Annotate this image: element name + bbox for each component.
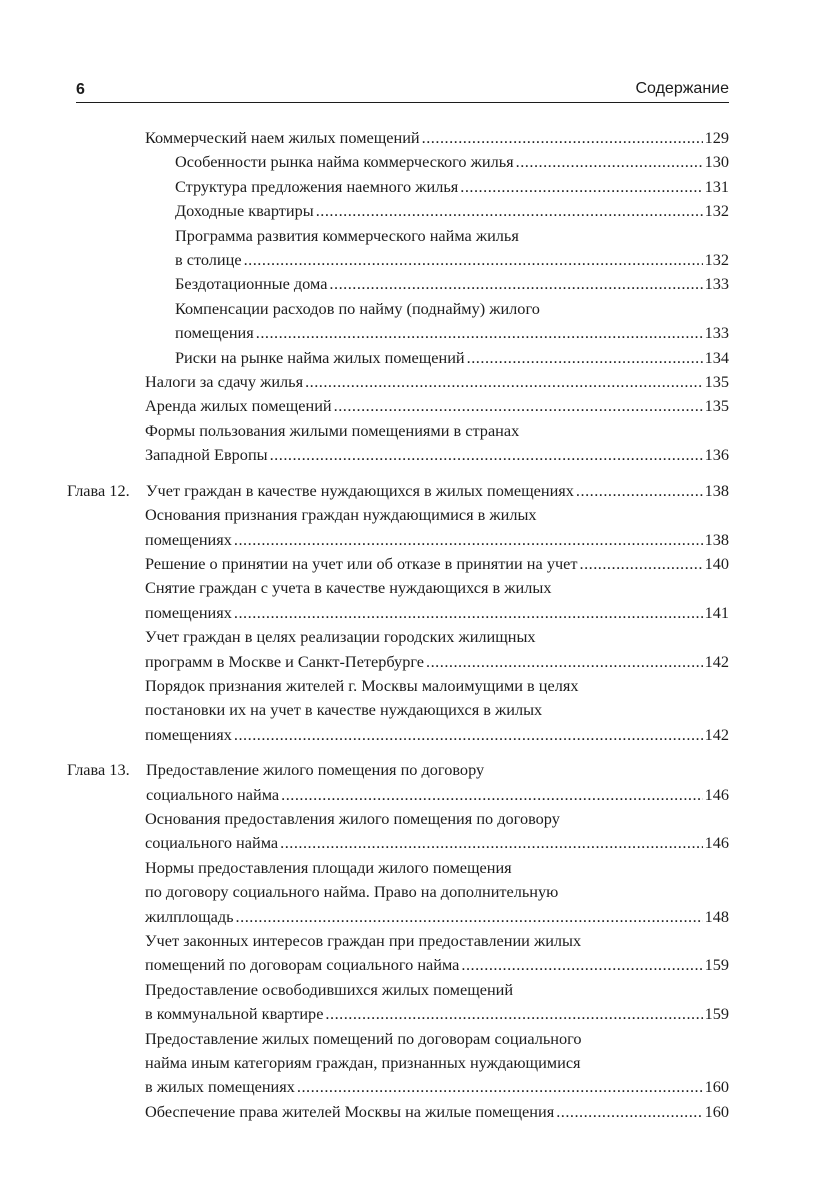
- running-header: [76, 80, 729, 103]
- toc-entry-last-line: [145, 905, 729, 929]
- toc-entry-last-line: [175, 199, 729, 223]
- toc-entry-body: [175, 346, 729, 370]
- dot-leader: [580, 552, 703, 576]
- toc-entry-title-line: Бездотационные дома: [175, 274, 328, 294]
- toc-entry-title-line: помещениях: [145, 602, 232, 622]
- toc-entry-title-line: Программа развития коммерческого найма жилья: [175, 225, 519, 245]
- toc-entry-last-line: [145, 552, 729, 576]
- toc-entry[interactable]: [145, 625, 729, 674]
- toc-entry[interactable]: [145, 929, 729, 978]
- toc-entry-title-line: Основания признания граждан нуждающимися в жилых: [145, 505, 537, 525]
- toc-entry-title-line: Западной Европы: [145, 445, 268, 465]
- toc-entry-last-line: [175, 175, 729, 199]
- toc-page-number: 140: [704, 553, 729, 573]
- toc-entry[interactable]: [175, 272, 729, 296]
- dot-leader: [234, 601, 703, 625]
- toc-entry-body: [175, 224, 729, 273]
- toc-entry[interactable]: [175, 150, 729, 174]
- toc-entry-last-line: [145, 370, 729, 394]
- toc-page-number: 134: [704, 347, 729, 367]
- chapter-label: Глава 13.: [67, 760, 130, 780]
- toc-entry-last-line: [145, 1100, 729, 1124]
- toc-entry-title-line: Доходные квартиры: [175, 201, 314, 221]
- dot-leader: [329, 272, 702, 296]
- toc-entry-body: [146, 758, 729, 807]
- toc-entry[interactable]: [175, 297, 729, 346]
- toc-entry-title-line: Обеспечение права жителей Москвы на жилые помещения: [145, 1101, 555, 1121]
- toc-page-number: 135: [704, 396, 729, 416]
- toc-page-number: 130: [704, 152, 729, 172]
- toc-entry-title-line: Решение о принятии на учет или об отказе в принятии на учет: [145, 553, 578, 573]
- dot-leader: [234, 723, 703, 747]
- toc-entry-title-line: Формы пользования жилыми помещениями в странах: [145, 420, 520, 440]
- dot-leader: [236, 905, 703, 929]
- table-of-contents: [67, 126, 729, 1124]
- toc-entry-body: [145, 1027, 729, 1100]
- toc-entry-title-line: по договору социального найма. Право на дополнительную: [145, 882, 559, 902]
- toc-entry-body: [145, 394, 729, 418]
- toc-entry[interactable]: [145, 126, 729, 150]
- toc-page-number: 133: [704, 323, 729, 343]
- toc-page-number: 159: [704, 1004, 729, 1024]
- toc-entry-title-line: помещениях: [145, 529, 232, 549]
- toc-entry-title-line: Коммерческий наем жилых помещений: [145, 128, 420, 147]
- toc-entry-title-line: помещениях: [145, 724, 232, 744]
- toc-entry-title-line: жилплощадь: [145, 906, 234, 926]
- chapter-label: Глава 12.: [67, 480, 130, 500]
- toc-entry-title-line: Учет граждан в качестве нуждающихся в жилых помещениях: [146, 480, 574, 500]
- toc-entry-body: [145, 503, 729, 552]
- dot-leader: [516, 150, 703, 174]
- toc-entry-title-line: найма иным категориям граждан, признанных нуждающимися: [145, 1053, 581, 1073]
- toc-entry-last-line: [145, 394, 729, 418]
- toc-entry-last-line: [175, 321, 729, 345]
- toc-page-number: 138: [704, 529, 729, 549]
- dot-leader: [556, 1100, 702, 1124]
- toc-entry[interactable]: [145, 552, 729, 576]
- toc-entry[interactable]: [145, 807, 729, 856]
- toc-chapter-entry[interactable]: [67, 758, 729, 807]
- dot-leader: [281, 783, 702, 807]
- toc-entry-title-line: Предоставление жилого помещения по договору: [146, 760, 485, 780]
- dot-leader: [576, 479, 703, 503]
- dot-leader: [305, 370, 703, 394]
- dot-leader: [270, 443, 703, 467]
- toc-entry-last-line: [145, 443, 729, 467]
- toc-entry-body: [146, 479, 729, 503]
- toc-entry-title-line: Учет законных интересов граждан при предоставлении жилых: [145, 931, 582, 950]
- toc-entry-last-line: [146, 783, 729, 807]
- toc-entry-body: [145, 576, 729, 625]
- toc-entry-body: [145, 807, 729, 856]
- dot-leader: [460, 175, 702, 199]
- toc-entry-title-line: Риски на рынке найма жилых помещений: [175, 347, 465, 367]
- toc-page-number: 142: [704, 724, 729, 744]
- toc-entry-last-line: [175, 346, 729, 370]
- toc-entry-title-line: Структура предложения наемного жилья: [175, 176, 459, 196]
- toc-entry-last-line: [145, 953, 729, 977]
- toc-entry-title-line: Предоставление жилых помещений по договорам социального: [145, 1028, 582, 1048]
- toc-entry[interactable]: [145, 503, 729, 552]
- toc-entry[interactable]: [175, 175, 729, 199]
- toc-entry-body: [175, 150, 729, 174]
- dot-leader: [334, 394, 703, 418]
- toc-entry-last-line: [145, 831, 729, 855]
- toc-page-number: 136: [704, 445, 729, 465]
- section-title: Содержание: [635, 80, 729, 97]
- toc-entry-last-line: [175, 150, 729, 174]
- toc-entry-last-line: [145, 650, 729, 674]
- toc-entry-body: [145, 856, 729, 929]
- toc-page-number: 148: [704, 906, 729, 926]
- toc-entry-last-line: [145, 1002, 729, 1026]
- toc-page-number: 160: [704, 1077, 729, 1097]
- dot-leader: [280, 831, 702, 855]
- toc-entry-title-line: в жилых помещениях: [145, 1077, 295, 1097]
- toc-entry-body: [175, 272, 729, 296]
- toc-entry-last-line: [145, 126, 729, 150]
- toc-entry-title-line: Предоставление освободившихся жилых помещений: [145, 979, 514, 999]
- toc-entry-title-line: Компенсации расходов по найму (поднайму) жилого: [175, 298, 540, 318]
- toc-entry[interactable]: [145, 674, 729, 747]
- toc-entry-title-line: постановки их на учет в качестве нуждающихся в жилых: [145, 700, 543, 720]
- toc-entry-title-line: Снятие граждан с учета в качестве нуждающихся в жилых: [145, 578, 552, 598]
- dot-leader: [325, 1002, 702, 1026]
- toc-entry-body: [145, 1100, 729, 1124]
- toc-page-number: 141: [704, 602, 729, 622]
- toc-entry[interactable]: [145, 1027, 729, 1100]
- toc-entry-body: [145, 552, 729, 576]
- toc-page-number: 131: [704, 176, 729, 196]
- toc-page-number: 133: [704, 274, 729, 294]
- toc-entry[interactable]: [175, 346, 729, 370]
- toc-entry-body: [145, 978, 729, 1027]
- toc-entry-last-line: [175, 272, 729, 296]
- toc-page-number: 146: [704, 784, 729, 804]
- toc-entry-body: [175, 175, 729, 199]
- toc-page-number: 138: [704, 480, 729, 500]
- toc-entry-body: [145, 929, 729, 978]
- toc-entry-body: [145, 419, 729, 468]
- dot-leader: [461, 953, 702, 977]
- toc-entry-last-line: [175, 248, 729, 272]
- toc-page-number: 129: [704, 128, 729, 147]
- toc-entry-title-line: Учет граждан в целях реализации городских жилищных: [145, 627, 536, 647]
- toc-entry-body: [175, 297, 729, 346]
- toc-entry-body: [145, 674, 729, 747]
- toc-entry[interactable]: [145, 370, 729, 394]
- toc-entry[interactable]: [145, 576, 729, 625]
- toc-entry-last-line: [145, 1075, 729, 1099]
- toc-entry-title-line: в коммунальной квартире: [145, 1004, 324, 1024]
- toc-entry[interactable]: [145, 978, 729, 1027]
- toc-entry-title-line: программ в Москве и Санкт-Петербурге: [145, 651, 425, 671]
- toc-entry-last-line: [145, 528, 729, 552]
- toc-entry[interactable]: [145, 856, 729, 929]
- page-number: 6: [76, 81, 85, 98]
- dot-leader: [467, 346, 703, 370]
- toc-page-number: 132: [704, 201, 729, 221]
- dot-leader: [244, 248, 703, 272]
- toc-entry-title-line: Особенности рынка найма коммерческого жилья: [175, 152, 514, 172]
- toc-entry-body: [175, 199, 729, 223]
- toc-entry-title-line: в столице: [175, 250, 242, 270]
- dot-leader: [256, 321, 703, 345]
- toc-entry-last-line: [145, 601, 729, 625]
- toc-entry-title-line: Основания предоставления жилого помещения по договору: [145, 808, 560, 828]
- toc-entry-title-line: Порядок признания жителей г. Москвы малоимущими в целях: [145, 675, 579, 695]
- toc-entry-last-line: [146, 479, 729, 503]
- toc-entry-title-line: социального найма: [146, 784, 280, 804]
- toc-page-number: 146: [704, 833, 729, 853]
- toc-entry-body: [145, 625, 729, 674]
- toc-page-number: 135: [704, 372, 729, 392]
- toc-entry-title-line: социального найма: [145, 833, 279, 853]
- toc-entry-title-line: Нормы предоставления площади жилого помещения: [145, 857, 512, 877]
- toc-entry[interactable]: [145, 1100, 729, 1124]
- dot-leader: [426, 650, 703, 674]
- toc-chapter-entry[interactable]: [67, 479, 729, 503]
- toc-entry-title-line: помещения: [175, 323, 254, 343]
- toc-entry-title-line: помещений по договорам социального найма: [145, 955, 460, 975]
- dot-leader: [316, 199, 703, 223]
- toc-page-number: 132: [704, 250, 729, 270]
- toc-entry-title-line: Налоги за сдачу жилья: [145, 372, 304, 392]
- toc-entry-title-line: Аренда жилых помещений: [145, 396, 332, 416]
- toc-entry-last-line: [145, 723, 729, 747]
- toc-entry[interactable]: [145, 394, 729, 418]
- toc-entry[interactable]: [175, 199, 729, 223]
- toc-page-number: 160: [704, 1101, 729, 1121]
- toc-entry-body: [145, 370, 729, 394]
- toc-entry-body: [145, 126, 729, 150]
- toc-page-number: 159: [704, 955, 729, 975]
- toc-entry[interactable]: [145, 419, 729, 468]
- dot-leader: [297, 1075, 703, 1099]
- toc-entry[interactable]: [175, 224, 729, 273]
- toc-page-number: 142: [704, 651, 729, 671]
- dot-leader: [234, 528, 703, 552]
- dot-leader: [422, 126, 703, 150]
